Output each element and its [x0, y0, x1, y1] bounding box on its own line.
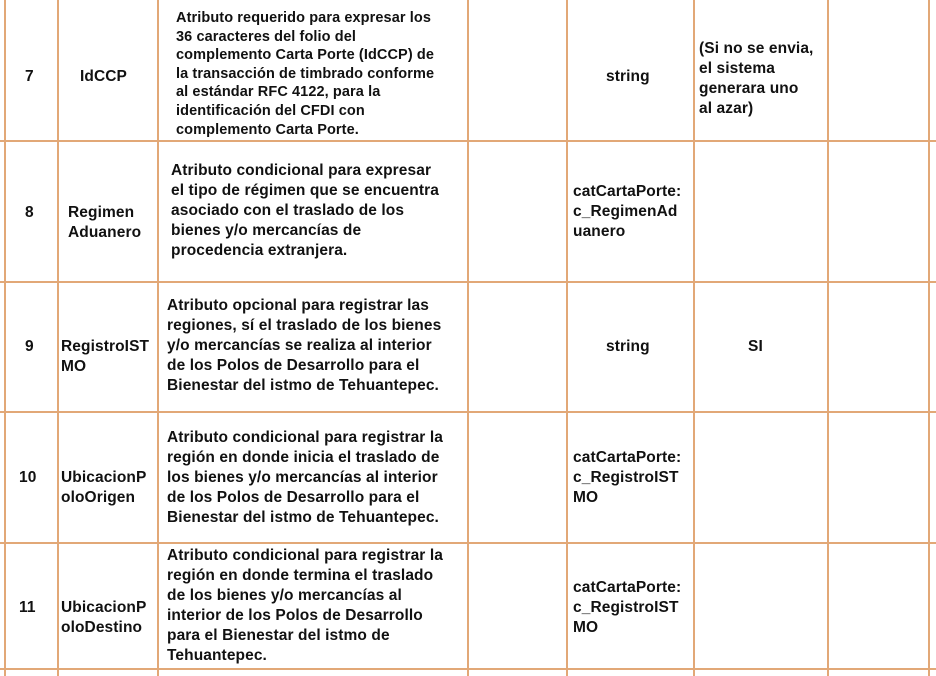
- attribute-required: SI: [748, 338, 763, 355]
- row-divider: [0, 411, 936, 413]
- row-number: 7: [25, 68, 34, 85]
- column-divider: [693, 0, 695, 676]
- attribute-description: Atributo condicional para registrar la región en donde termina el traslado de los bienes y/o mercancías al interior de los Polos de Desarrollo para el Bienestar del istmo de Tehuantepec.: [167, 547, 443, 664]
- attribute-notes: (Si no se envia, el sistema generara uno al azar): [699, 40, 814, 117]
- row-number: 11: [19, 599, 36, 616]
- column-divider: [4, 0, 6, 676]
- row-divider: [0, 668, 936, 670]
- column-divider: [467, 0, 469, 676]
- attribute-type: catCartaPorte: c_RegimenAd uanero: [573, 183, 682, 240]
- attribute-type: string: [606, 338, 650, 355]
- row-divider: [0, 140, 936, 142]
- row-number: 8: [25, 204, 34, 221]
- attribute-type: catCartaPorte: c_RegistroIST MO: [573, 449, 682, 506]
- attribute-type: catCartaPorte: c_RegistroIST MO: [573, 579, 682, 636]
- column-divider: [157, 0, 159, 676]
- row-divider: [0, 542, 936, 544]
- row-divider: [0, 281, 936, 283]
- row-number: 10: [19, 469, 37, 486]
- attribute-name: IdCCP: [80, 68, 127, 85]
- attribute-description: Atributo requerido para expresar los 36 caracteres del folio del complemento Carta Porte (IdCCP) de la transacción de timbrado conforme al estándar RFC 4122, para la identificación del CFDI con complemento Carta Porte.: [176, 10, 435, 138]
- column-divider: [57, 0, 59, 676]
- attribute-description: Atributo opcional para registrar las regiones, sí el traslado de los bienes y/o mercancías se realiza al interior de los Polos de Desarrollo para el Bienestar del istmo de Tehuantepec.: [167, 297, 442, 394]
- attribute-type: string: [606, 68, 650, 85]
- attribute-name: UbicacionP oloOrigen: [61, 469, 147, 506]
- column-divider: [928, 0, 930, 676]
- column-divider: [566, 0, 568, 676]
- attribute-name: RegistroIST MO: [61, 338, 150, 375]
- attribute-name: UbicacionP oloDestino: [61, 599, 147, 636]
- attribute-name: Regimen Aduanero: [68, 204, 142, 241]
- attribute-description: Atributo condicional para registrar la región en donde inicia el traslado de los bienes y/o mercancías al interior de los Polos de Desarrollo para el Bienestar del istmo de Tehuantepec.: [167, 429, 443, 526]
- column-divider: [827, 0, 829, 676]
- attribute-description: Atributo condicional para expresar el tipo de régimen que se encuentra asociado con el traslado de los bienes y/o mercancías de procedencia extranjera.: [171, 162, 439, 259]
- row-number: 9: [25, 338, 34, 355]
